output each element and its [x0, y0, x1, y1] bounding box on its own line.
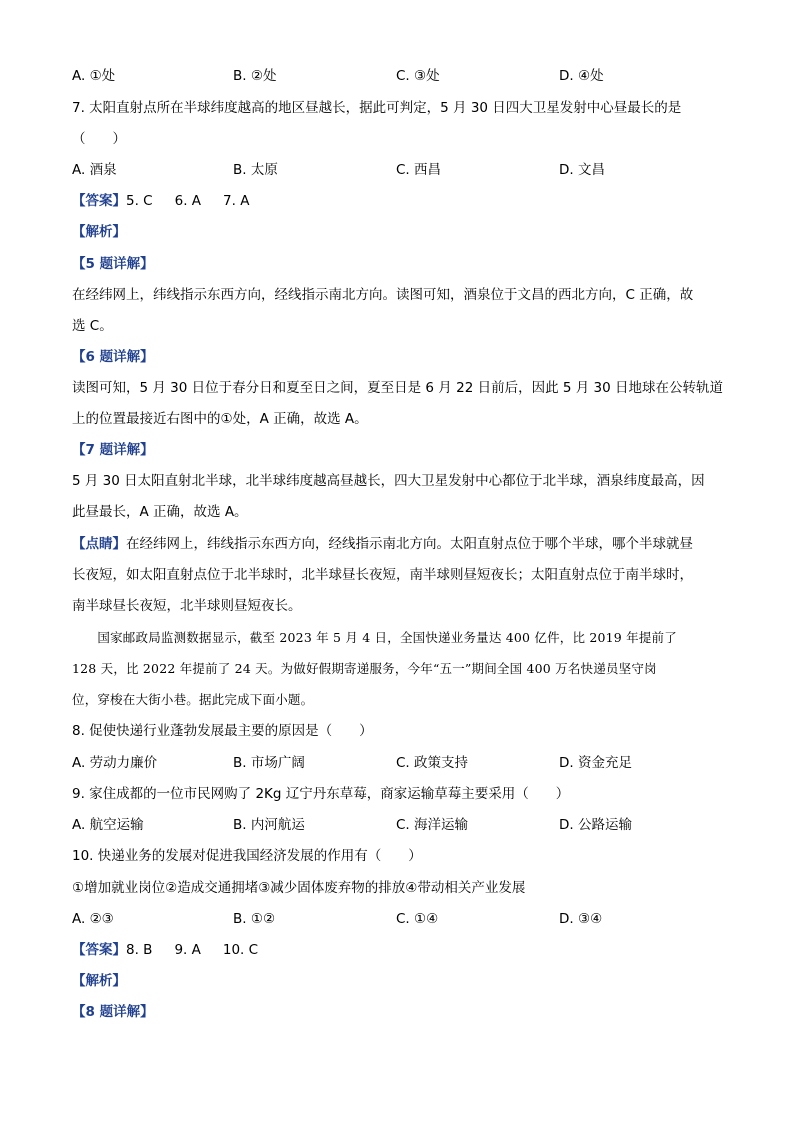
answer-item: 9. A — [174, 942, 201, 958]
q9-option-a: A. 航空运输 — [72, 817, 144, 833]
q10-option-a: A. ②③ — [72, 911, 114, 927]
q8-option-b: B. 市场广阔 — [233, 755, 305, 771]
detail-6-line-2: 上的位置最接近右图中的①处，A 正确，故选 A。 — [72, 411, 368, 427]
q10-option-c: C. ①④ — [396, 911, 439, 927]
q7-option-b: B. 太原 — [233, 162, 278, 178]
detail-6-title: 【6 题详解】 — [72, 349, 154, 365]
detail-5-line-1: 在经纬网上，纬线指示东西方向，经线指示南北方向。读图可知，酒泉位于文昌的西北方向，C 正确，故 — [72, 287, 694, 303]
tip-line-2: 长夜短，如太阳直射点位于北半球时，北半球昼长夜短，南半球则昼短夜长；太阳直射点位于南半球时， — [72, 567, 693, 583]
tip-line-3: 南半球昼长夜短，北半球则昼短夜长。 — [72, 598, 302, 614]
q10-options — [72, 909, 732, 929]
q4-options — [72, 66, 732, 86]
detail-7-line-2: 此昼最长，A 正确，故选 A。 — [72, 504, 248, 520]
q7-stem: 7. 太阳直射点所在半球纬度越高的地区昼越长，据此可判定，5 月 30 日四大卫星发射中心昼最长的是 — [72, 100, 682, 116]
answer-label: 【答案】 — [72, 942, 126, 958]
q4-option-a: A. ①处 — [72, 68, 116, 84]
tip-text: 在经纬网上，纬线指示东西方向，经线指示南北方向。太阳直射点位于哪个半球，哪个半球就昼 — [126, 536, 693, 552]
detail-6-line-1: 读图可知，5 月 30 日位于春分日和夏至日之间，夏至日是 6 月 22 日前后，因此 5 月 30 日地球在公转轨道 — [72, 380, 724, 396]
q7-option-a: A. 酒泉 — [72, 162, 117, 178]
q4-option-b: B. ②处 — [233, 68, 277, 84]
tip-line-1 — [72, 534, 693, 554]
material-line-1: 国家邮政局监测数据显示，截至 2023 年 5 月 4 日，全国快递业务量达 400 亿件，比 2019 年提前了 — [72, 630, 677, 645]
answer-item: 6. A — [174, 193, 202, 209]
tip-label: 【点睛】 — [72, 536, 126, 552]
answer-block-1 — [72, 191, 271, 211]
q7-option-c: C. 西昌 — [396, 162, 442, 178]
q4-option-c: C. ③处 — [396, 68, 440, 84]
q9-option-c: C. 海洋运输 — [396, 817, 469, 833]
q8-option-d: D. 资金充足 — [559, 755, 632, 771]
analysis-label-1: 【解析】 — [72, 224, 126, 240]
answer-label: 【答案】 — [72, 193, 126, 209]
detail-7-line-1: 5 月 30 日太阳直射北半球，北半球纬度越高昼越长，四大卫星发射中心都位于北半球，酒泉纬度最高，因 — [72, 473, 705, 489]
q10-items: ①增加就业岗位②造成交通拥堵③减少固体废弃物的排放④带动相关产业发展 — [72, 880, 526, 896]
detail-5-title: 【5 题详解】 — [72, 256, 154, 272]
q9-option-d: D. 公路运输 — [559, 817, 632, 833]
answer-block-2 — [72, 940, 280, 960]
answer-item: 8. B — [126, 942, 153, 958]
q10-stem: 10. 快递业务的发展对促进我国经济发展的作用有（ ） — [72, 848, 422, 864]
q7-option-d: D. 文昌 — [559, 162, 605, 178]
q10-option-b: B. ①② — [233, 911, 276, 927]
material-line-2: 128 天，比 2022 年提前了 24 天。为做好假期寄递服务，今年“五一”期间全国 400 万名快递员坚守岗 — [72, 661, 657, 676]
answer-item: 10. C — [222, 942, 259, 958]
answer-item: 5. C — [126, 193, 153, 209]
q9-stem: 9. 家住成都的一位市民网购了 2Kg 辽宁丹东草莓，商家运输草莓主要采用（ ） — [72, 786, 570, 802]
detail-8-title: 【8 题详解】 — [72, 1004, 154, 1020]
q4-option-d: D. ④处 — [559, 68, 604, 84]
q8-option-a: A. 劳动力廉价 — [72, 755, 158, 771]
detail-5-line-2: 选 C。 — [72, 318, 113, 334]
answer-item: 7. A — [223, 193, 250, 209]
q10-option-d: D. ③④ — [559, 911, 603, 927]
material-line-3: 位，穿梭在大街小巷。据此完成下面小题。 — [72, 692, 314, 707]
q9-option-b: B. 内河航运 — [233, 817, 305, 833]
analysis-label-2: 【解析】 — [72, 973, 126, 989]
q8-options — [72, 753, 732, 773]
detail-7-title: 【7 题详解】 — [72, 442, 154, 458]
q8-stem: 8. 促使快递行业蓬勃发展最主要的原因是（ ） — [72, 723, 373, 739]
q7-paren: （ ） — [72, 131, 126, 147]
q7-options — [72, 160, 732, 180]
q9-options — [72, 815, 732, 835]
q8-option-c: C. 政策支持 — [396, 755, 469, 771]
